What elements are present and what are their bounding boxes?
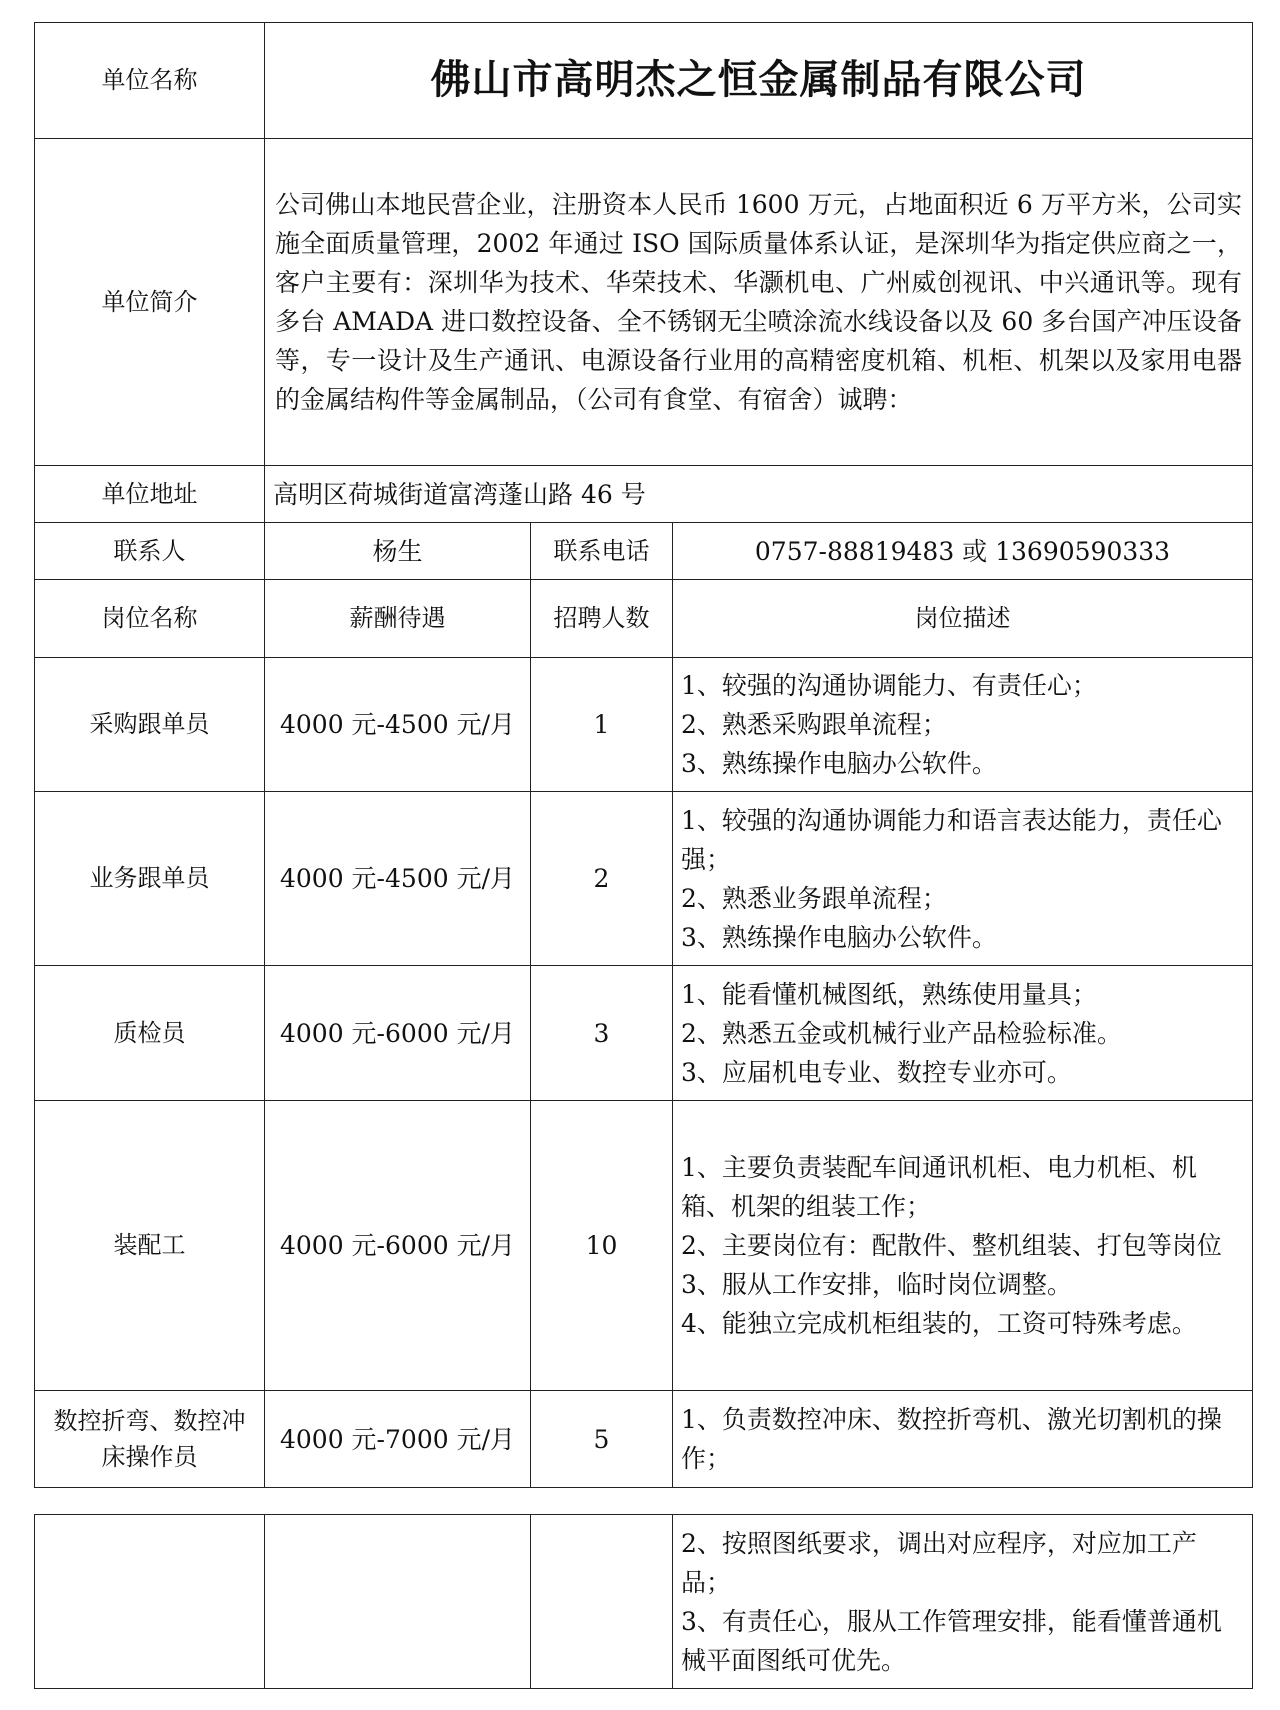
job-description	[673, 1101, 1253, 1391]
job-salary: 4000 元-6000 元/月	[265, 1101, 531, 1391]
company-name: 佛山市高明杰之恒金属制品有限公司	[265, 23, 1253, 139]
address-row	[35, 466, 1253, 523]
job-description-line: 1、能看懂机械图纸，熟练使用量具；	[681, 979, 1097, 1009]
job-title: 数控折弯、数控冲床操作员	[35, 1391, 265, 1488]
table-row	[35, 792, 1253, 966]
header-position: 岗位名称	[35, 580, 265, 658]
empty-cell	[531, 1515, 673, 1689]
job-description-line: 3、服从工作安排，临时岗位调整。	[681, 1270, 1072, 1299]
company-name-row	[35, 23, 1253, 139]
job-description-line: 4、能独立完成机柜组装的，工资可特殊考虑。	[681, 1309, 1197, 1338]
job-description-line: 1、较强的沟通协调能力、有责任心；	[681, 671, 1097, 700]
header-description: 岗位描述	[673, 580, 1253, 658]
job-description-line: 2、按照图纸要求，调出对应程序，对应加工产品；	[681, 1528, 1197, 1597]
job-description	[673, 1515, 1253, 1689]
job-count: 1	[531, 658, 673, 792]
address-value: 高明区荷城街道富湾蓬山路 46 号	[265, 466, 1253, 523]
recruitment-table	[34, 22, 1253, 1488]
contact-row	[35, 523, 1253, 580]
phone-value: 0757-88819483 或 13690590333	[673, 523, 1253, 580]
contact-label: 联系人	[35, 523, 265, 580]
job-description-line: 3、应届机电专业、数控专业亦可。	[681, 1057, 1072, 1087]
job-count: 3	[531, 966, 673, 1101]
job-description-line: 1、主要负责装配车间通讯机柜、电力机柜、机箱、机架的组装工作；	[681, 1153, 1197, 1221]
job-description	[673, 792, 1253, 966]
job-title: 业务跟单员	[35, 792, 265, 966]
phone-label: 联系电话	[531, 523, 673, 580]
header-count: 招聘人数	[531, 580, 673, 658]
job-description	[673, 658, 1253, 792]
job-salary: 4000 元-4500 元/月	[265, 792, 531, 966]
job-description	[673, 966, 1253, 1101]
job-description-line: 1、负责数控冲床、数控折弯机、激光切割机的操作；	[681, 1405, 1222, 1473]
job-salary: 4000 元-7000 元/月	[265, 1391, 531, 1488]
company-intro: 公司佛山本地民营企业，注册资本人民币 1600 万元，占地面积近 6 万平方米，公司实施全面质量管理，2002 年通过 ISO 国际质量体系认证，是深圳华为指定供应商之一，客户主要有：深圳华为技术、华荣技术、华灏机电、广州威创视讯、中兴通讯等。现有多台 AMADA 进口数控设备、全不锈钢无尘喷涂流水线设备以及 60 多台国产冲压设备等，专一设计及生产通讯、电源设备行业用的高精密度机箱、机柜、机架以及家用电器的金属结构件等金属制品，（公司有食堂、有宿舍）诚聘：	[265, 139, 1253, 466]
job-description-line: 1、较强的沟通协调能力和语言表达能力，责任心强；	[681, 805, 1222, 874]
table-row	[35, 1101, 1253, 1391]
job-description-line: 3、熟练操作电脑办公软件。	[681, 922, 997, 952]
company-name-label: 单位名称	[35, 23, 265, 139]
job-salary: 4000 元-4500 元/月	[265, 658, 531, 792]
job-count: 2	[531, 792, 673, 966]
job-count: 5	[531, 1391, 673, 1488]
table-row	[35, 1515, 1253, 1689]
company-intro-label: 单位简介	[35, 139, 265, 466]
table-row	[35, 966, 1253, 1101]
job-description-line: 2、熟悉业务跟单流程；	[681, 883, 947, 913]
job-description-line: 2、熟悉采购跟单流程；	[681, 710, 947, 739]
job-description-line: 3、有责任心，服从工作管理安排，能看懂普通机械平面图纸可优先。	[681, 1606, 1222, 1675]
job-description-line: 2、熟悉五金或机械行业产品检验标准。	[681, 1018, 1122, 1048]
job-count: 10	[531, 1101, 673, 1391]
header-salary: 薪酬待遇	[265, 580, 531, 658]
table-row	[35, 658, 1253, 792]
job-title: 采购跟单员	[35, 658, 265, 792]
empty-cell	[35, 1515, 265, 1689]
continuation-table	[34, 1514, 1253, 1689]
table-row	[35, 1391, 1253, 1488]
address-label: 单位地址	[35, 466, 265, 523]
job-description	[673, 1391, 1253, 1488]
job-salary: 4000 元-6000 元/月	[265, 966, 531, 1101]
company-intro-row	[35, 139, 1253, 466]
job-title: 质检员	[35, 966, 265, 1101]
empty-cell	[265, 1515, 531, 1689]
job-description-line: 2、主要岗位有：配散件、整机组装、打包等岗位	[681, 1231, 1222, 1260]
header-row	[35, 580, 1253, 658]
job-title: 装配工	[35, 1101, 265, 1391]
job-description-line: 3、熟练操作电脑办公软件。	[681, 749, 997, 778]
contact-value: 杨生	[265, 523, 531, 580]
